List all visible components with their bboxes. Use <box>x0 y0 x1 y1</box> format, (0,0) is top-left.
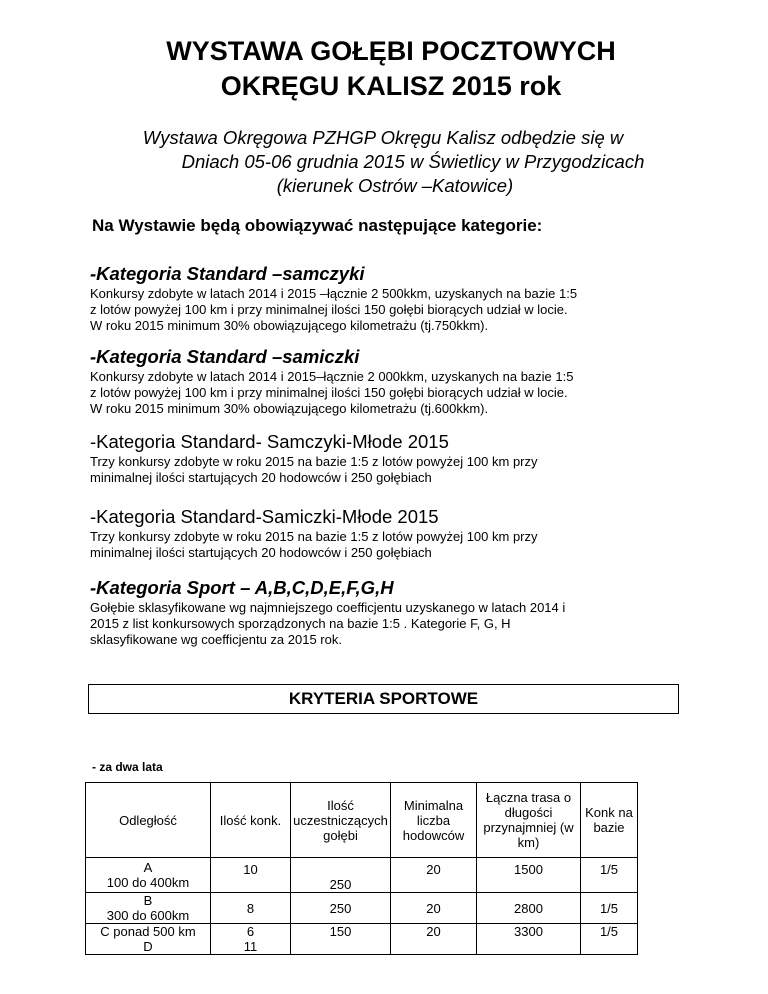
cell-value: 6 <box>246 924 255 939</box>
category-heading: -Kategoria Standard –samiczki <box>90 346 360 367</box>
category-body <box>90 454 690 486</box>
table-row <box>86 858 638 893</box>
table-cell: 20 <box>391 924 477 955</box>
table-row <box>86 893 638 924</box>
body-line: Trzy konkursy zdobyte w roku 2015 na bazie 1:5 z lotów powyżej 100 km przy <box>90 454 538 469</box>
body-line: Gołębie sklasyfikowane wg najmniejszego coefficjentu uzyskanego w latach 2014 i <box>90 600 566 615</box>
category-letter: C ponad 500 km <box>100 924 196 939</box>
table-cell: 1/5 <box>581 893 638 924</box>
table-header-row <box>86 783 638 858</box>
category-letter: A <box>143 860 153 875</box>
table-cell: 3300 <box>477 924 581 955</box>
header-cell: Łączna trasa o długości przynajmniej (w km) <box>477 783 581 858</box>
category-body <box>90 369 690 417</box>
body-line: minimalnej ilości startujących 20 hodowców i 250 gołębiach <box>90 545 432 560</box>
category-heading: -Kategoria Standard –samczyki <box>90 263 365 284</box>
table-cell: 250 <box>291 893 391 924</box>
header-cell: Minimalna liczba hodowców <box>391 783 477 858</box>
category-body <box>90 286 690 334</box>
table-cell: 250 <box>291 858 391 893</box>
category-letter: B <box>143 893 153 908</box>
intro-paragraph <box>100 126 690 198</box>
category-body <box>90 529 690 561</box>
table-cell: 1/5 <box>581 924 638 955</box>
body-line: Konkursy zdobyte w latach 2014 i 2015–łącznie 2 000kkm, uzyskanych na bazie 1:5 <box>90 369 574 384</box>
body-line: sklasyfikowane wg coefficjentu za 2015 rok. <box>90 632 342 647</box>
intro-line-1: Wystawa Okręgowa PZHGP Okręgu Kalisz odbędzie się w <box>142 127 624 148</box>
table-cell: 20 <box>391 893 477 924</box>
category-heading: -Kategoria Standard- Samczyki-Młode 2015 <box>90 431 449 452</box>
distance-cell <box>86 924 211 955</box>
categories-lead: Na Wystawie będą obowiązywać następujące kategorie: <box>92 216 543 235</box>
distance-range: 300 do 600km <box>106 908 190 923</box>
table-cell: 2800 <box>477 893 581 924</box>
title-line-1: WYSTAWA GOŁĘBI POCZTOWYCH <box>166 36 616 66</box>
period-label: - za dwa lata <box>92 760 163 774</box>
table-cell: 1500 <box>477 858 581 893</box>
intro-line-3: (kierunek Ostrów –Katowice) <box>276 175 514 196</box>
header-cell: Ilość konk. <box>211 783 291 858</box>
title-line-2: OKRĘGU KALISZ 2015 rok <box>220 71 562 101</box>
category-letter: D <box>143 939 153 954</box>
category-heading: -Kategoria Sport – A,B,C,D,E,F,G,H <box>90 577 394 598</box>
category-young-females <box>90 505 690 561</box>
body-line: W roku 2015 minimum 30% obowiązującego kilometrażu (tj.600kkm). <box>90 401 489 416</box>
distance-cell <box>86 858 211 893</box>
body-line: Konkursy zdobyte w latach 2014 i 2015 –łącznie 2 500kkm, uzyskanych na bazie 1:5 <box>90 286 578 301</box>
body-line: W roku 2015 minimum 30% obowiązującego kilometrażu (tj.750kkm). <box>90 318 489 333</box>
table-cell: 1/5 <box>581 858 638 893</box>
table-cell <box>211 924 291 955</box>
table-row <box>86 924 638 955</box>
header-cell: Konk na bazie <box>581 783 638 858</box>
body-line: z lotów powyżej 100 km i przy minimalnej ilości 150 gołębi biorących udział w locie. <box>90 385 568 400</box>
table-cell: 10 <box>211 858 291 893</box>
criteria-table <box>85 782 638 955</box>
category-standard-females <box>90 345 690 417</box>
table-cell: 8 <box>211 893 291 924</box>
category-sport <box>90 576 690 648</box>
table-cell: 20 <box>391 858 477 893</box>
category-heading: -Kategoria Standard-Samiczki-Młode 2015 <box>90 506 439 527</box>
header-cell: Ilość uczestniczących gołębi <box>291 783 391 858</box>
category-body <box>90 600 690 648</box>
header-cell: Odległość <box>86 783 211 858</box>
body-line: Trzy konkursy zdobyte w roku 2015 na bazie 1:5 z lotów powyżej 100 km przy <box>90 529 538 544</box>
criteria-title-box: KRYTERIA SPORTOWE <box>88 684 679 714</box>
category-standard-males <box>90 262 690 334</box>
cell-value: 11 <box>243 939 258 954</box>
document-title <box>0 34 768 104</box>
table-cell: 150 <box>291 924 391 955</box>
intro-line-2: Dniach 05-06 grudnia 2015 w Świetlicy w Przygodzicach <box>181 151 645 172</box>
body-line: minimalnej ilości startujących 20 hodowców i 250 gołębiach <box>90 470 432 485</box>
body-line: z lotów powyżej 100 km i przy minimalnej ilości 150 gołębi biorących udział w locie. <box>90 302 568 317</box>
distance-cell <box>86 893 211 924</box>
category-young-males <box>90 430 690 486</box>
body-line: 2015 z list konkursowych sporządzonych na bazie 1:5 . Kategorie F, G, H <box>90 616 511 631</box>
distance-range: 100 do 400km <box>106 875 190 890</box>
